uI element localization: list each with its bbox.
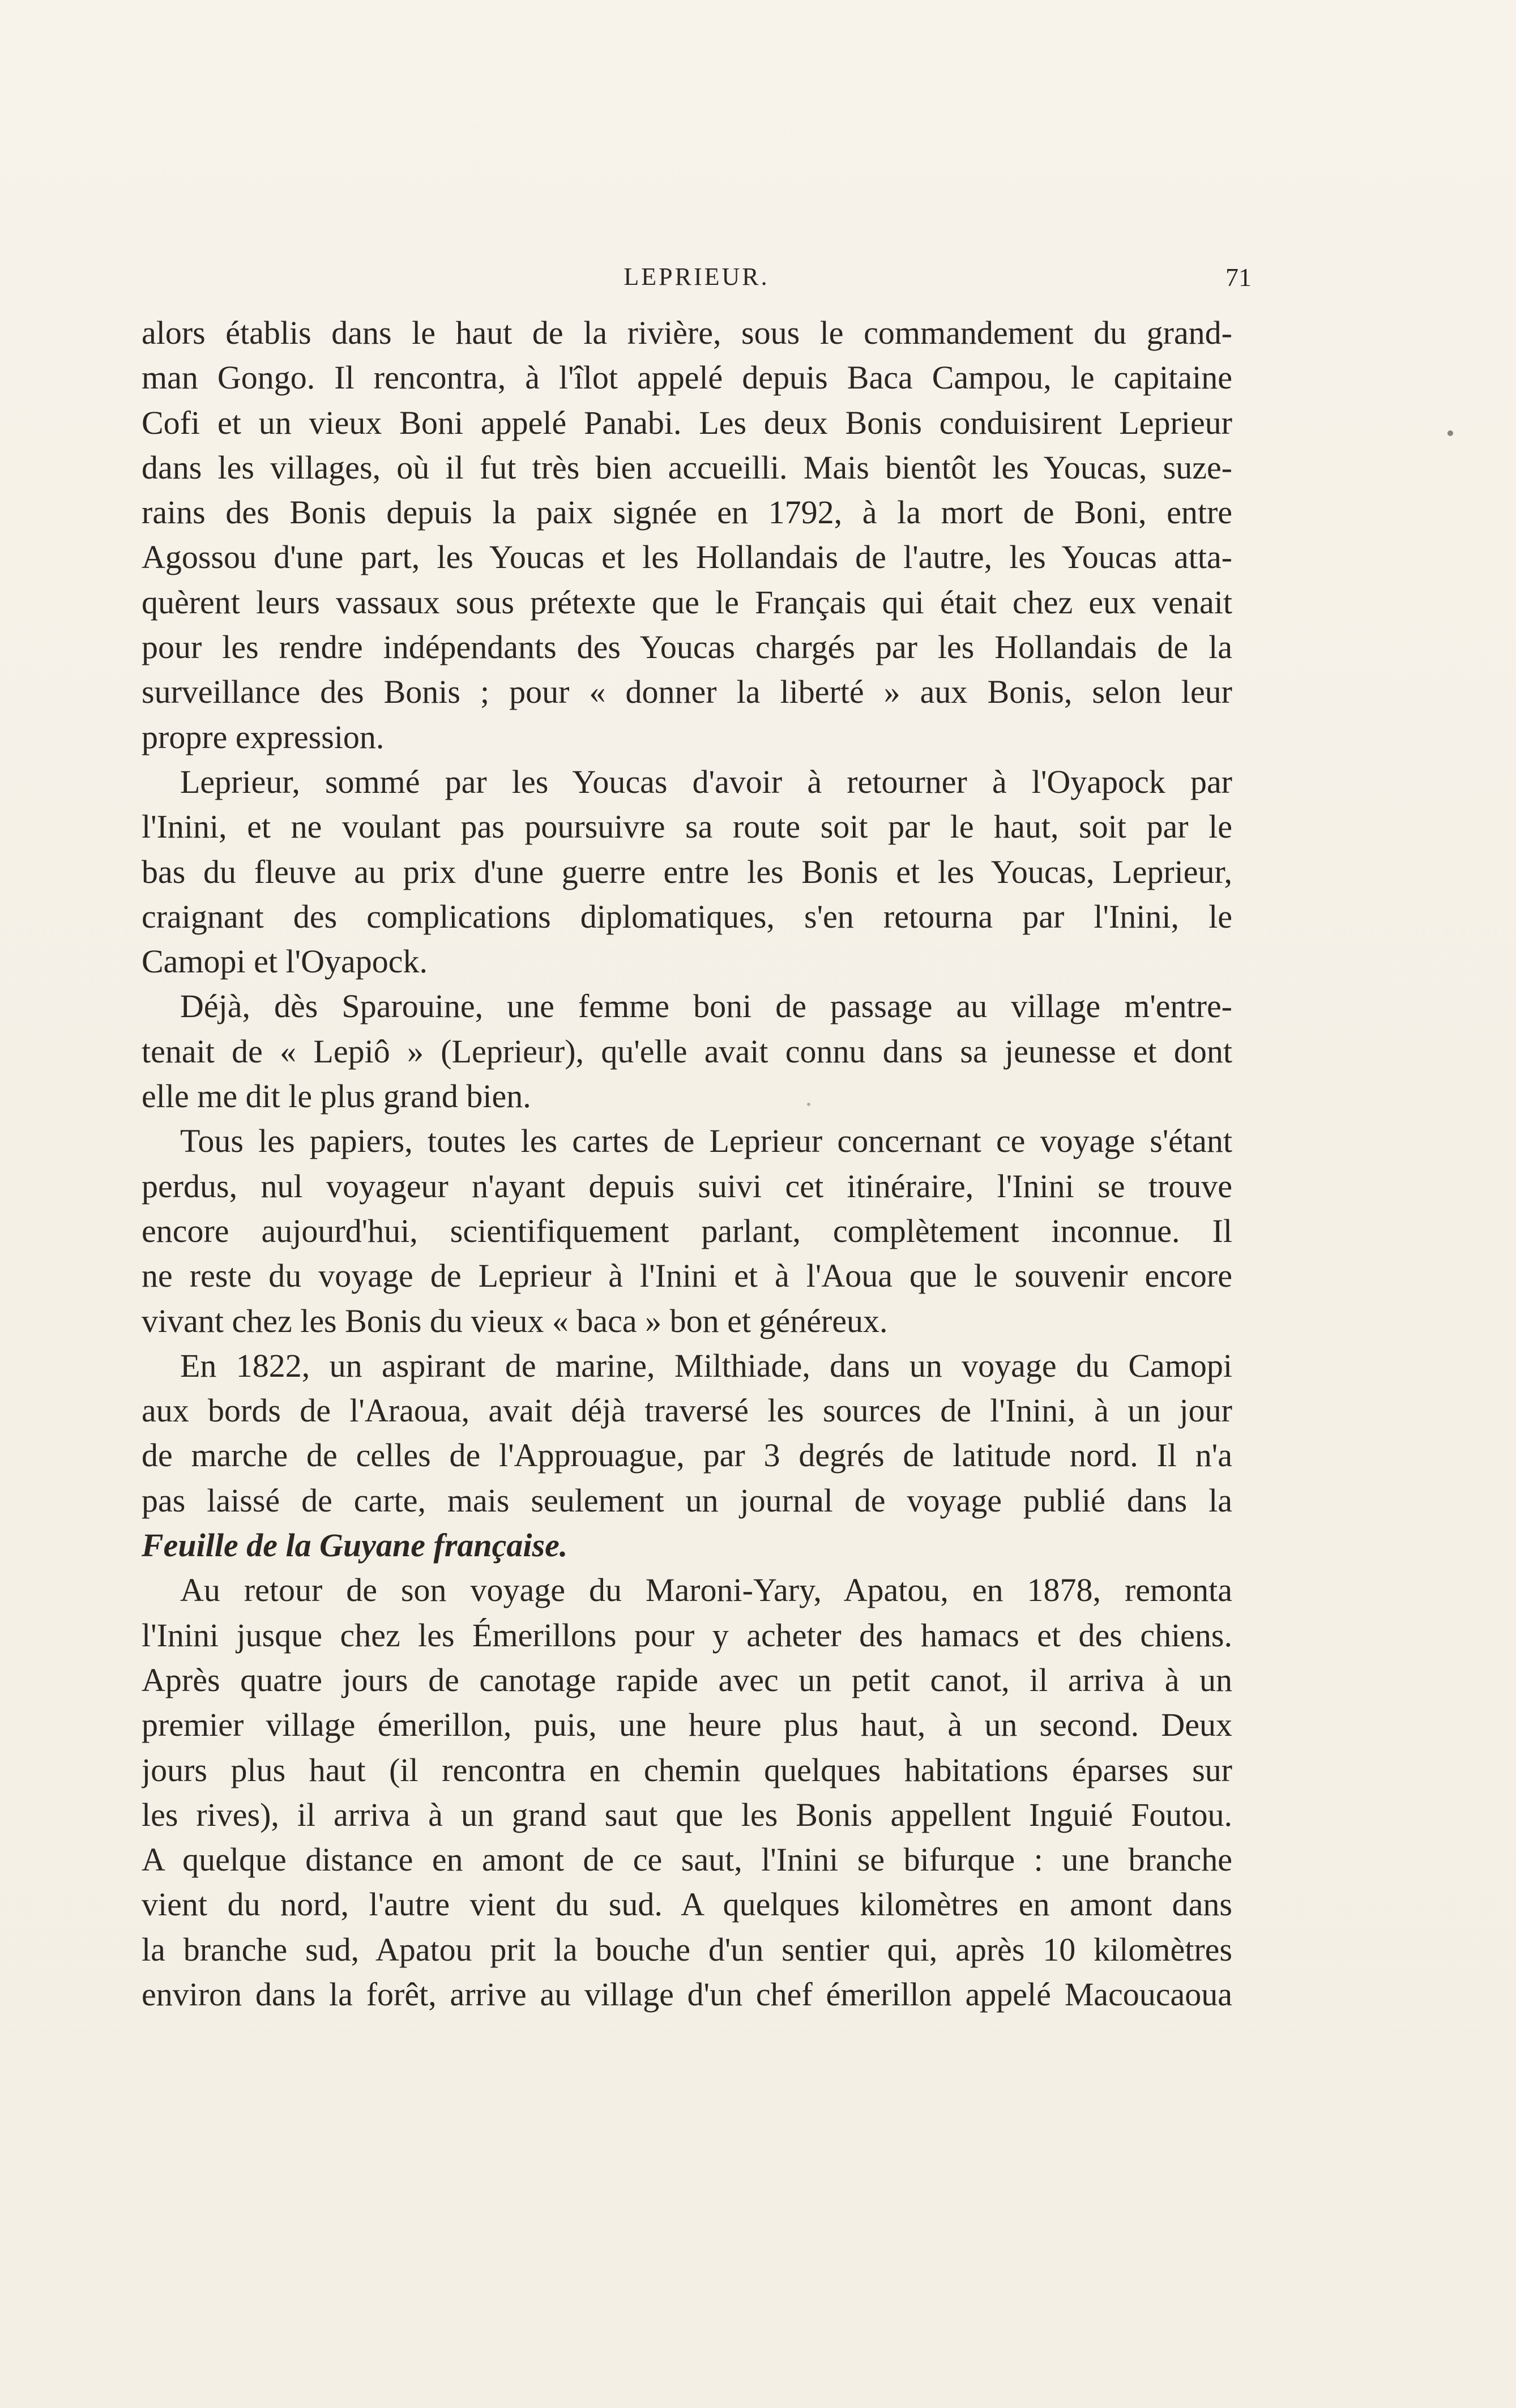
text-line: Après quatre jours de canotage rapide avec un petit canot, il arriva à un	[142, 1661, 1232, 1698]
text-line: Feuille de la Guyane française.	[142, 1527, 568, 1564]
paper-speck	[807, 1103, 810, 1106]
text-line: de marche de celles de l'Approuague, par 3 degrés de latitude nord. Il n'a	[142, 1437, 1232, 1474]
text-line: pas laissé de carte, mais seulement un journal de voyage publié dans la	[142, 1481, 1232, 1519]
text-line: premier village émerillon, puis, une heure plus haut, à un second. Deux	[142, 1706, 1232, 1744]
text-line: rains des Bonis depuis la paix signée en 1792, à la mort de Boni, entre	[142, 494, 1232, 531]
text-line: Cofi et un vieux Boni appelé Panabi. Les deux Bonis conduisirent Leprieur	[142, 404, 1232, 441]
text-line: alors établis dans le haut de la rivière, sous le commandement du grand-	[142, 314, 1232, 351]
text-line: En 1822, un aspirant de marine, Milthiade, dans un voyage du Camopi	[180, 1347, 1232, 1384]
text-line: bas du fleuve au prix d'une guerre entre les Bonis et les Youcas, Leprieur,	[142, 853, 1232, 890]
paper-speck	[1447, 430, 1453, 436]
text-line: environ dans la forêt, arrive au village d'un chef émerillon appelé Macoucaoua	[142, 1975, 1232, 2013]
page-header	[142, 258, 1252, 297]
text-line: propre expression.	[142, 718, 385, 755]
text-line: dans les villages, où il fut très bien accueilli. Mais bientôt les Youcas, suze-	[142, 449, 1232, 486]
text-line: les rives), il arriva à un grand saut que les Bonis appellent Inguié Foutou.	[142, 1796, 1232, 1833]
text-line: vivant chez les Bonis du vieux « baca » bon et généreux.	[142, 1302, 888, 1339]
text-line: elle me dit le plus grand bien.	[142, 1078, 531, 1115]
page-number: 71	[1225, 263, 1252, 292]
text-line: aux bords de l'Araoua, avait déjà traversé les sources de l'Inini, à un jour	[142, 1392, 1232, 1429]
text-line: Déjà, dès Sparouine, une femme boni de passage au village m'entre-	[180, 988, 1232, 1025]
text-line: perdus, nul voyageur n'ayant depuis suivi cet itinéraire, l'Inini se trouve	[142, 1167, 1232, 1205]
text-line: Agossou d'une part, les Youcas et les Hollandais de l'autre, les Youcas atta-	[142, 539, 1232, 576]
text-line: l'Inini, et ne voulant pas poursuivre sa route soit par le haut, soit par le	[142, 808, 1232, 846]
text-line: surveillance des Bonis ; pour « donner la liberté » aux Bonis, selon leur	[142, 673, 1232, 711]
body-text	[142, 310, 1232, 2017]
text-line: Camopi et l'Oyapock.	[142, 943, 428, 980]
text-line: tenait de « Lepiô » (Leprieur), qu'elle avait connu dans sa jeunesse et dont	[142, 1032, 1232, 1070]
text-line: vient du nord, l'autre vient du sud. A quelques kilomètres en amont dans	[142, 1886, 1232, 1923]
text-line: quèrent leurs vassaux sous prétexte que le Français qui était chez eux venait	[142, 583, 1232, 621]
text-line: ne reste du voyage de Leprieur à l'Inini et à l'Aoua que le souvenir encore	[142, 1257, 1232, 1295]
text-line: A quelque distance en amont de ce saut, l'Inini se bifurque : une branche	[142, 1841, 1232, 1878]
running-head: LEPRIEUR.	[624, 263, 770, 291]
text-line: man Gongo. Il rencontra, à l'îlot appelé depuis Baca Campou, le capitaine	[142, 359, 1232, 396]
text-line: Leprieur, sommé par les Youcas d'avoir à retourner à l'Oyapock par	[180, 763, 1232, 800]
text-line: Au retour de son voyage du Maroni-Yary, Apatou, en 1878, remonta	[180, 1572, 1232, 1609]
text-line: encore aujourd'hui, scientifiquement parlant, complètement inconnue. Il	[142, 1212, 1232, 1249]
text-line: l'Inini jusque chez les Émerillons pour y acheter des hamacs et des chiens.	[142, 1616, 1232, 1654]
text-line: craignant des complications diplomatiques, s'en retourna par l'Inini, le	[142, 898, 1232, 935]
text-line: pour les rendre indépendants des Youcas chargés par les Hollandais de la	[142, 629, 1232, 666]
text-line: jours plus haut (il rencontra en chemin quelques habitations éparses sur	[142, 1751, 1232, 1788]
text-line: Tous les papiers, toutes les cartes de Leprieur concernant ce voyage s'étant	[180, 1122, 1232, 1160]
text-line: la branche sud, Apatou prit la bouche d'un sentier qui, après 10 kilomètres	[142, 1931, 1232, 1968]
